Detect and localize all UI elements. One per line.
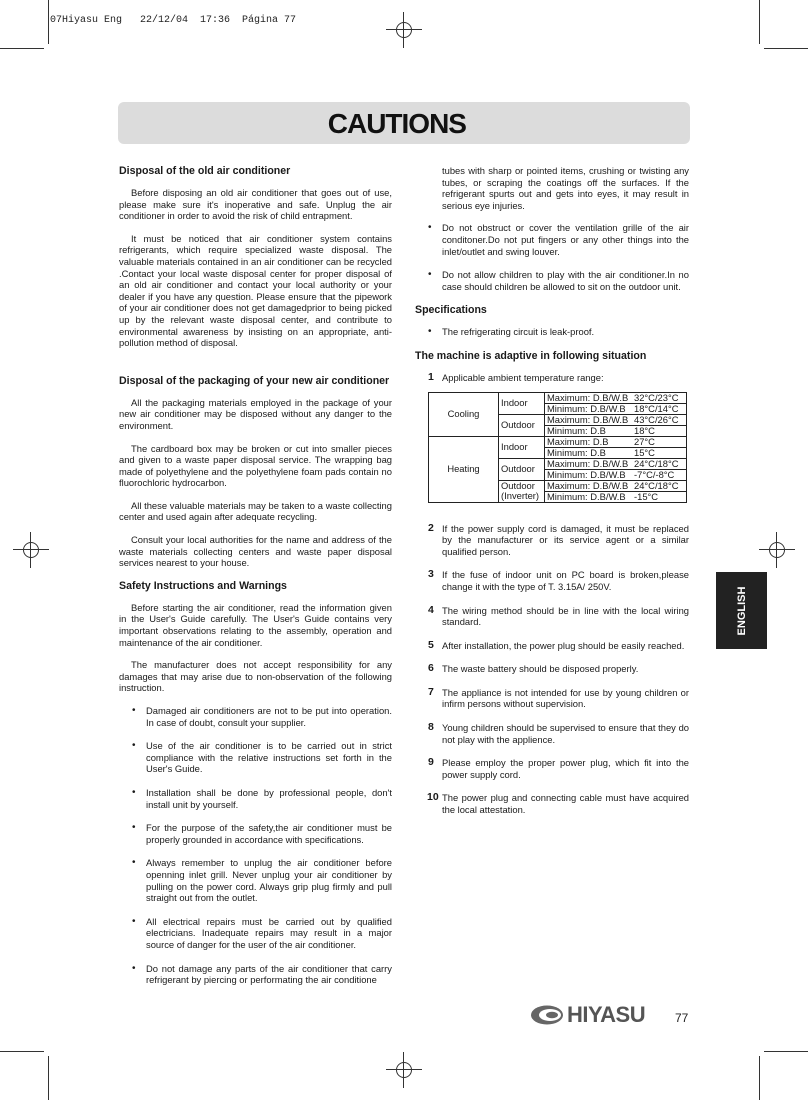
section-heading: Disposal of the packaging of your new air conditioner [119, 374, 390, 387]
temperature-range-table [428, 392, 687, 503]
section-heading: Disposal of the old air conditioner [119, 165, 291, 177]
unit-cell: Outdoor [499, 414, 545, 436]
list-item: • Use of the air conditioner is to be carried out in strict compliance with the relative instructions set forth in the User's Guide. [119, 740, 392, 775]
section-heading: The machine is adaptive in following situation [415, 349, 647, 362]
paragraph: The cardboard box may be broken or cut into smaller pieces and given to a waste paper disposal service. The wrapping bag made of polyethylene and the polyethylene foam pads contain no fluorochloric hydrocarbon. [119, 442, 392, 489]
value-cell: Maximum: D.B/W.B 24°C/18°C [545, 480, 687, 491]
item-number: 8 [428, 721, 434, 734]
crop-mark [764, 1051, 808, 1052]
item-text: If the fuse of indoor unit on PC board is broken,please change it with the type of T. 3.15A/ 250V. [442, 569, 689, 592]
registration-mark [392, 18, 416, 42]
title-bar [118, 102, 690, 144]
page-number: 77 [675, 1011, 689, 1025]
specs-bullet-list [415, 326, 689, 338]
table-row [429, 392, 687, 403]
unit-cell: Indoor [499, 392, 545, 414]
item-text: Please employ the proper power plug, which fit into the power supply cord. [442, 757, 689, 780]
safety-bullet-list [119, 705, 392, 986]
value-cell: Minimum: D.B 15°C [545, 447, 687, 458]
value-cell: Minimum: D.B 18°C [545, 425, 687, 436]
crop-mark [759, 1056, 760, 1100]
print-header: 07Hiyasu Eng 22/12/04 17:36 Página 77 [50, 15, 297, 26]
paragraph: All the packaging materials employed in the package of your new air conditioner may be disposed without any danger to the environment. [119, 396, 392, 431]
list-item [415, 792, 689, 815]
paragraph: It must be noticed that air conditioner system contains refrigerants, which require specialized waste disposal. The valuable materials contained in an air conditioner can be recycled .Contact your local waste disposal center for proper disposal of an old air conditioner and contact your local authority or your dealer if you have any question. Please ensure that the pipework of your air conditioner does not get damagedprior to being picked up by the relevant waste disposal center, and contribute to environmental awareness by insisting on an appropriate, anti-pollution method of disposal. [119, 232, 392, 349]
crop-mark [764, 48, 808, 49]
list-item [415, 757, 689, 780]
list-item [415, 605, 689, 628]
registration-mark [19, 538, 43, 562]
page-title: CAUTIONS [327, 108, 466, 139]
item-text: The waste battery should be disposed properly. [442, 663, 639, 675]
brand-name: HIYASU [567, 1002, 646, 1027]
list-item: • Installation shall be done by professional people, don't install unit by yourself. [119, 787, 392, 810]
item-number: 3 [428, 568, 434, 581]
item-number: 10 [427, 791, 439, 804]
swirl-logo-icon [530, 1004, 566, 1026]
list-item [415, 569, 689, 592]
section-heading: Specifications [415, 304, 487, 317]
list-item [415, 523, 689, 558]
paragraph: All these valuable materials may be taken to a waste collecting center and used again after adequate recycling. [119, 499, 392, 523]
value-cell: Minimum: D.B/W.B -7°C/-8°C [545, 469, 687, 480]
caution-bullet-list [415, 222, 689, 292]
item-number: 4 [428, 603, 434, 616]
language-label: ENGLISH [735, 586, 748, 635]
registration-mark [765, 538, 789, 562]
mode-cell: Cooling [429, 392, 499, 436]
crop-mark [48, 1056, 49, 1100]
adaptive-numbered-list-continued [415, 523, 689, 816]
value-cell: Minimum: D.B/W.B 18°C/14°C [545, 403, 687, 414]
item-text: Young children should be supervised to ensure that they do not play with the applience. [442, 722, 689, 745]
registration-mark [392, 1058, 416, 1082]
item-number: 1 [428, 370, 434, 383]
item-text: The appliance is not intended for use by young children or infirm persons without supervision. [442, 686, 689, 710]
paragraph: Before starting the air conditioner, read the information given in the User's Guide carefully. The User's Guide contains very important observations relating to the assembly, operation and maintenance of the air conditioner. [119, 601, 392, 648]
item-text: Applicable ambient temperature range: [442, 371, 604, 383]
list-item: • Damaged air conditioners are not to be put into operation. In case of doubt, consult your supplier. [119, 705, 392, 728]
item-text: The wiring method should be in line with the local wiring standard. [442, 604, 689, 628]
section-heading: Safety Instructions and Warnings [119, 579, 287, 592]
item-number: 7 [428, 685, 434, 698]
list-item: • All electrical repairs must be carried out by qualified electricians. Inadequate repairs may result in a major source of danger for the user of the air conditioner. [119, 916, 392, 951]
crop-mark [759, 0, 760, 44]
item-text: If the power supply cord is damaged, it must be replaced by the manufacturer or its service agent or a similar qualified person. [442, 522, 689, 557]
unit-cell: Outdoor [499, 458, 545, 480]
list-item [415, 372, 689, 384]
item-number: 6 [428, 662, 434, 675]
paragraph: The manufacturer does not accept responsibility for any damages that may arise due to non-observation of the following instruction. [119, 659, 392, 694]
left-column [119, 165, 392, 998]
right-column [415, 165, 689, 828]
list-item [415, 722, 689, 745]
unit-cell: Outdoor (Inverter) [499, 480, 545, 502]
brand-logo [530, 1003, 645, 1027]
list-item: • The refrigerating circuit is leak-proof. [415, 326, 689, 338]
paragraph: Consult your local authorities for the name and address of the waste materials collecting centers and waste paper disposal services nearest to your house. [119, 534, 392, 569]
value-cell: Maximum: D.B/W.B 32°C/23°C [545, 392, 687, 403]
table-row [429, 436, 687, 447]
list-item [415, 663, 689, 675]
item-number: 5 [428, 638, 434, 651]
language-tab [716, 572, 767, 649]
value-cell: Maximum: D.B 27°C [545, 436, 687, 447]
crop-mark [48, 0, 49, 44]
crop-mark [0, 1051, 44, 1052]
adaptive-numbered-list [415, 372, 689, 384]
item-text: After installation, the power plug should be easily reached. [442, 639, 685, 651]
value-cell: Minimum: D.B/W.B -15°C [545, 491, 687, 502]
paragraph: tubes with sharp or pointed items, crushing or twisting any tubes, or scraping the coatings off the surfaces. If the refrigerant spurts out and gets into eyes, it may result in serious eye injuries. [442, 165, 689, 211]
list-item: • Do not obstruct or cover the ventilation grille of the air conditoner.Do not put fingers or any other things into the inlet/outlet and swing louver. [415, 222, 689, 257]
value-cell: Maximum: D.B/W.B 43°C/26°C [545, 414, 687, 425]
paragraph: Before disposing an old air conditioner that goes out of use, please make sure it's inoperative and safe. Unplug the air conditioner in order to avoid the risk of child entrapment. [119, 187, 392, 222]
mode-cell: Heating [429, 436, 499, 502]
list-item: • For the purpose of the safety,the air conditioner must be properly grounded in accordance with specifications. [119, 822, 392, 845]
list-item [415, 640, 689, 652]
item-number: 2 [428, 521, 434, 534]
list-item [415, 687, 689, 710]
list-item: • Do not damage any parts of the air conditioner that carry refrigerant by piercing or performating the air conditione [119, 963, 392, 986]
crop-mark [0, 48, 44, 49]
value-cell: Maximum: D.B/W.B 24°C/18°C [545, 458, 687, 469]
item-number: 9 [428, 756, 434, 769]
list-item: • Do not allow children to play with the air conditioner.In no case should children be allowed to sit on the outdoor unit. [415, 269, 689, 292]
list-item: • Always remember to unplug the air conditioner before openning inlet grill. Never unplug your air conditioner by pulling on the power cord. Always grip plug firmly and pull straight out from the outlet. [119, 857, 392, 903]
unit-cell: Indoor [499, 436, 545, 458]
item-text: The power plug and connecting cable must have acquired the local attestation. [442, 792, 689, 816]
